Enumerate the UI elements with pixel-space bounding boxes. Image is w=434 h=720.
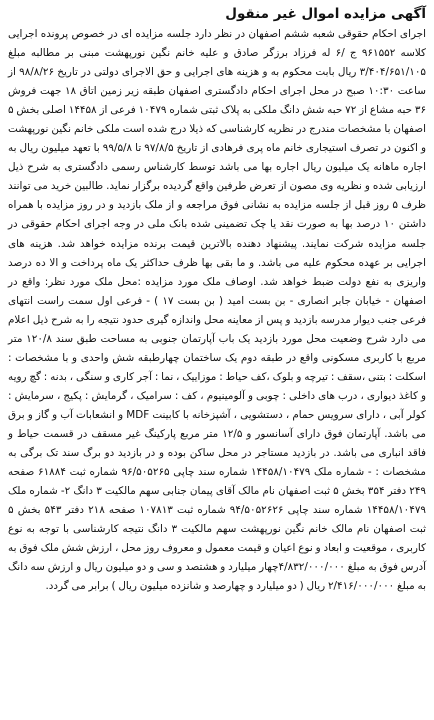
notice-title: آگهی مزایده اموال غیر منقول bbox=[225, 6, 426, 22]
notice-body-text: اجرای احکام حقوقی شعبه ششم اصفهان در نظر دارد جلسه مزایده ای در خصوص پرونده اجرایی کلاسه ۹۶۱۵۵۲ ج /۶ له فرزاد برزگر صادق و علیه خانم نگین نورپهشت مبنی بر مطالبه مبلغ ۳/۴۰۴/۶۵۱/۱۰۵ ریال بابت محکوم به و هزینه های اجرایی و حق الاجرای دولتی در تاریخ ۹۸/۸/۲۶ از ساعت ۱۰:۳۰ صبح در محل اجرای احکام دادگستری اصفهان طبقه زیر زمین اتاق ۱۸ جهت فروش ۳۶ حبه مشاع از ۷۲ حبه شش دانگ ملکی به پلاک ثبتی شماره ۱۰۴۷۹ فرعی از ۱۴۴۵۸ اصلی بخش ۵ اصفهان با مشخصات مندرج در نظریه کارشناسی که ذیلا درج شده است ملکی خانم نگین نورپهشت و اکنون در تصرف استیجاری خانم ماه پری فرهادی از تاریخ ۹۷/۸/۵ تا ۹۹/۵/۸ با تعهد میلیون ریال به اجاره ماهانه یک میلیون ریال اجاره بها می باشد توسط کارشناس رسمی دادگستری به شرح ذیل ارزیابی شده و نظریه وی مصون از تعرض طرفین واقع گردیده برگزار نماید. طالبین خرید می توانند ظرف ۵ روز قبل از جلسه مزایده به نشانی فوق مراجعه و از ملک بازدید و در روز مزایده با همراه داشتن ۱۰ درصد بها به صورت نقد یا چک تضمینی شده بانک ملی در وجه اجرای احکام حقوقی در جلسه مزایده شرکت نمایند. پیشنهاد دهنده بالاترین قیمت برنده مزایده خواهد شد. هزینه های اجرایی بر عهده محکوم علیه می باشد. و ما بقی بها ظرف حداکثر یک ماه پرداخت و الا ده درصد واریزی به نفع دولت ضبط خواهد شد. اوصاف ملک مورد مزایده :محل ملک مورد نظر: واقع در اصفهان - خیابان جابر انصاری - بن بست امید ( بن بست ۱۷ ) - فرعی اول سمت راست انتهای فرعی جنب دیوار مدرسه بازدید و پس از معاینه محل واندازه گیری حدود نتیجه را به شرح ذیل اعلام می دارد شرح وضعیت محل مورد بازدید یک باب آپارتمان جنوبی به مساحت طبق سند ۱۲۰/۸ متر مربع با کاربری مسکونی واقع در طبقه دوم یک ساختمان چهارطبقه شش واحدی و با مشخصات : اسکلت : بتنی ،سقف : تیرچه و بلوک ،کف حیاط : موزاییک ، نما : آجر کاری و سنگی ، بدنه : گچ رویه و کاغذ دیواری ، درب های داخلی : چوبی و آلومینیوم ، کف : سرامیک ، گرمایش : پکیج ، سرمایش : کولر آبی ، دارای سرویس حمام ، دستشویی ، آشپزخانه با کابینت MDF و انشعابات آب و گاز و برق می باشد. آپارتمان فوق دارای آسانسور و ۱۲/۵ متر مربع پارکینگ غیر مسقف در قسمت حیاط و فاقد انباری می باشد. در بازدید مستاجر در محل ساکن بوده و در بازدید دو برگ سند تک برگی به مشخصات : - شماره ملک ۱۴۴۵۸/۱۰۴۷۹ شماره سند چاپی ۹۶/۵۰۵۲۶۵ شماره ثبت ۶۱۸۸۴ صفحه ۲۴۹ دفتر ۳۵۴ بخش ۵ ثبت اصفهان نام مالک آقای پیمان جنابی سهم مالکیت ۳ دانگ ۲- شماره ملک ۱۴۴۵۸/۱۰۴۷۹ شماره سند چاپی ۹۴/۵۰۵۲۶۲۶ شماره ثبت ۱۰۷۸۱۳ صفحه ۲۱۸ دفتر ۵۴۳ بخش ۵ ثبت اصفهان نام مالک خانم نگین نورپهشت سهم مالکیت ۳ دانگ نتیجه کارشناسی با توجه به نوع کاربری ، موقعیت و ابعاد و نوع اعیان و قیمت معمول و معروف روز محل ، ارزش شش ملک فوق به آدرس فوق به مبلغ ۴/۸۳۲/۰۰۰/۰۰۰چهار میلیارد و هشتصد و سی و دو میلیون ریال و ارزش سه دانگ به مبلغ ۲/۴۱۶/۰۰۰/۰۰۰ ریال ( دو میلیارد و چهارصد و شانزده میلیون ریال ) برابر می گردد. bbox=[8, 28, 427, 593]
